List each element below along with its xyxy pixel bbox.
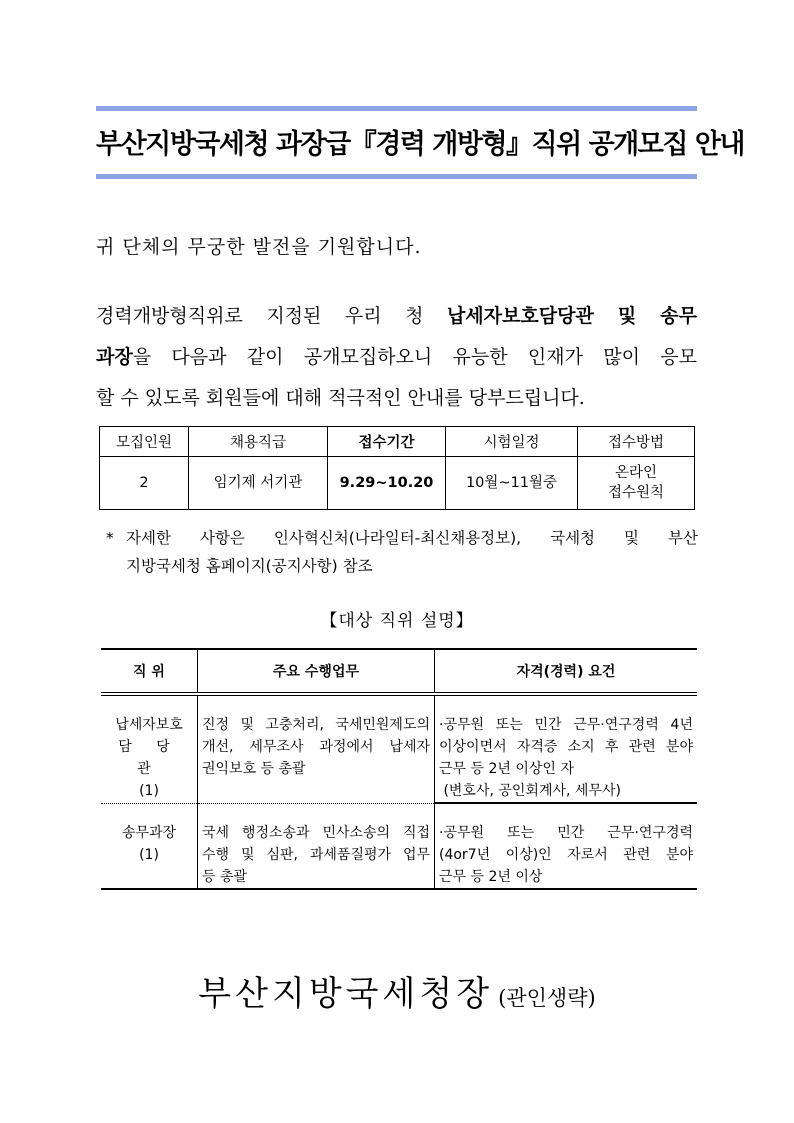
title-rule-top [96,106,697,111]
req-line: 근무 등 2년 이상 [439,869,543,885]
positions-header: 주요 수행업무 [198,649,435,694]
page-title: 부산지방국세청 과장급『경력 개방형』직위 공개모집 안내 [96,129,744,160]
position-name-line: 납세자보호 [115,717,183,733]
summary-header: 접수방법 [578,427,695,457]
duty-line: 국세 행정소송과 민사소송의 직접 [202,824,430,841]
req-line: ·공무원 또는 민간 근무·연구경력 4년 [439,717,693,733]
reference-note [106,524,698,580]
summary-header: 채용직급 [189,427,328,457]
summary-cell-period: 9.29~10.20 [328,457,446,510]
intro-paragraph [96,296,697,419]
method-line-2: 접수원칙 [607,485,665,501]
summary-header-row [100,427,695,457]
intro-highlight-1: 납세자보호담당관 및 송무 [446,305,697,327]
req-line: 이상이면서 자격증 소지 후 관련 분야 [439,739,693,755]
positions-header-row [101,649,697,694]
duty-line: 개선, 세무조사 과정에서 납세자 [202,739,430,755]
duty-line: 권익보호 등 총괄 [202,761,306,777]
duty-line: 수행 및 심판, 과세품질평가 업무 [202,846,430,863]
position-requirement [435,694,698,803]
summary-table [99,426,695,510]
summary-cell-count: 2 [100,457,189,510]
positions-header: 직 위 [101,649,198,694]
intro-line-3: 할 수 있도록 회원들에 대해 적극적인 안내를 당부드립니다. [96,387,585,409]
duty-line: 진정 및 고충처리, 국세민원제도의 [202,717,430,733]
section-title: 【대상 직위 설명】 [320,611,474,631]
position-count: (1) [139,783,159,799]
position-count: (1) [139,846,159,863]
req-line: 근무 등 2년 이상인 자 [439,761,574,777]
note-line-1: 자세한 사항은 인사혁신처(나라일터-최신채용정보), 국세청 및 부산 [126,529,698,547]
intro-line-1 [96,296,697,337]
position-duty [198,803,435,889]
table-row [101,694,697,803]
position-name-line: 송무과장 [121,824,177,841]
req-line: (변호사, 공인회계사, 세무사) [439,783,621,799]
position-name-line: 담 당 관 [118,739,180,777]
method-line-1: 온라인 [614,465,658,481]
duty-line: 등 총괄 [202,868,248,885]
greeting: 귀 단체의 무궁한 발전을 기원합니다. [96,236,422,258]
signature [0,966,794,1015]
summary-data-row [100,457,695,510]
position-requirement [435,803,698,889]
intro-line-2 [96,337,697,378]
req-line: (4or7년 이상)인 자로서 관련 분야 [439,847,693,863]
summary-header: 모집인원 [100,427,189,457]
summary-cell-exam: 10월~11월중 [446,457,578,510]
signature-seal: (관인생략) [498,986,596,1010]
intro-middle: 을 다음과 같이 공개모집하오니 유능한 인재가 많이 응모 [132,346,697,368]
intro-prefix: 경력개방형직위로 지정된 우리 청 [96,305,447,327]
intro-highlight-2: 과장 [96,346,133,368]
positions-table [101,648,697,890]
note-text [126,524,698,580]
note-line-2: 지방국세청 홈페이지(공지사항) 참조 [126,557,373,575]
note-bullet: * [106,529,114,547]
summary-header: 시험일정 [446,427,578,457]
position-name [101,803,198,889]
summary-cell-method [578,457,695,510]
title-rule-bottom [96,174,697,179]
position-name [101,694,198,803]
signature-org: 부산지방국세청장 [198,974,494,1014]
req-line: ·공무원 또는 민간 근무·연구경력 [439,825,693,841]
summary-header: 접수기간 [328,427,446,457]
summary-cell-grade: 임기제 서기관 [189,457,328,510]
position-duty [198,694,435,803]
positions-header: 자격(경력) 요건 [435,649,698,694]
table-row [101,803,697,889]
